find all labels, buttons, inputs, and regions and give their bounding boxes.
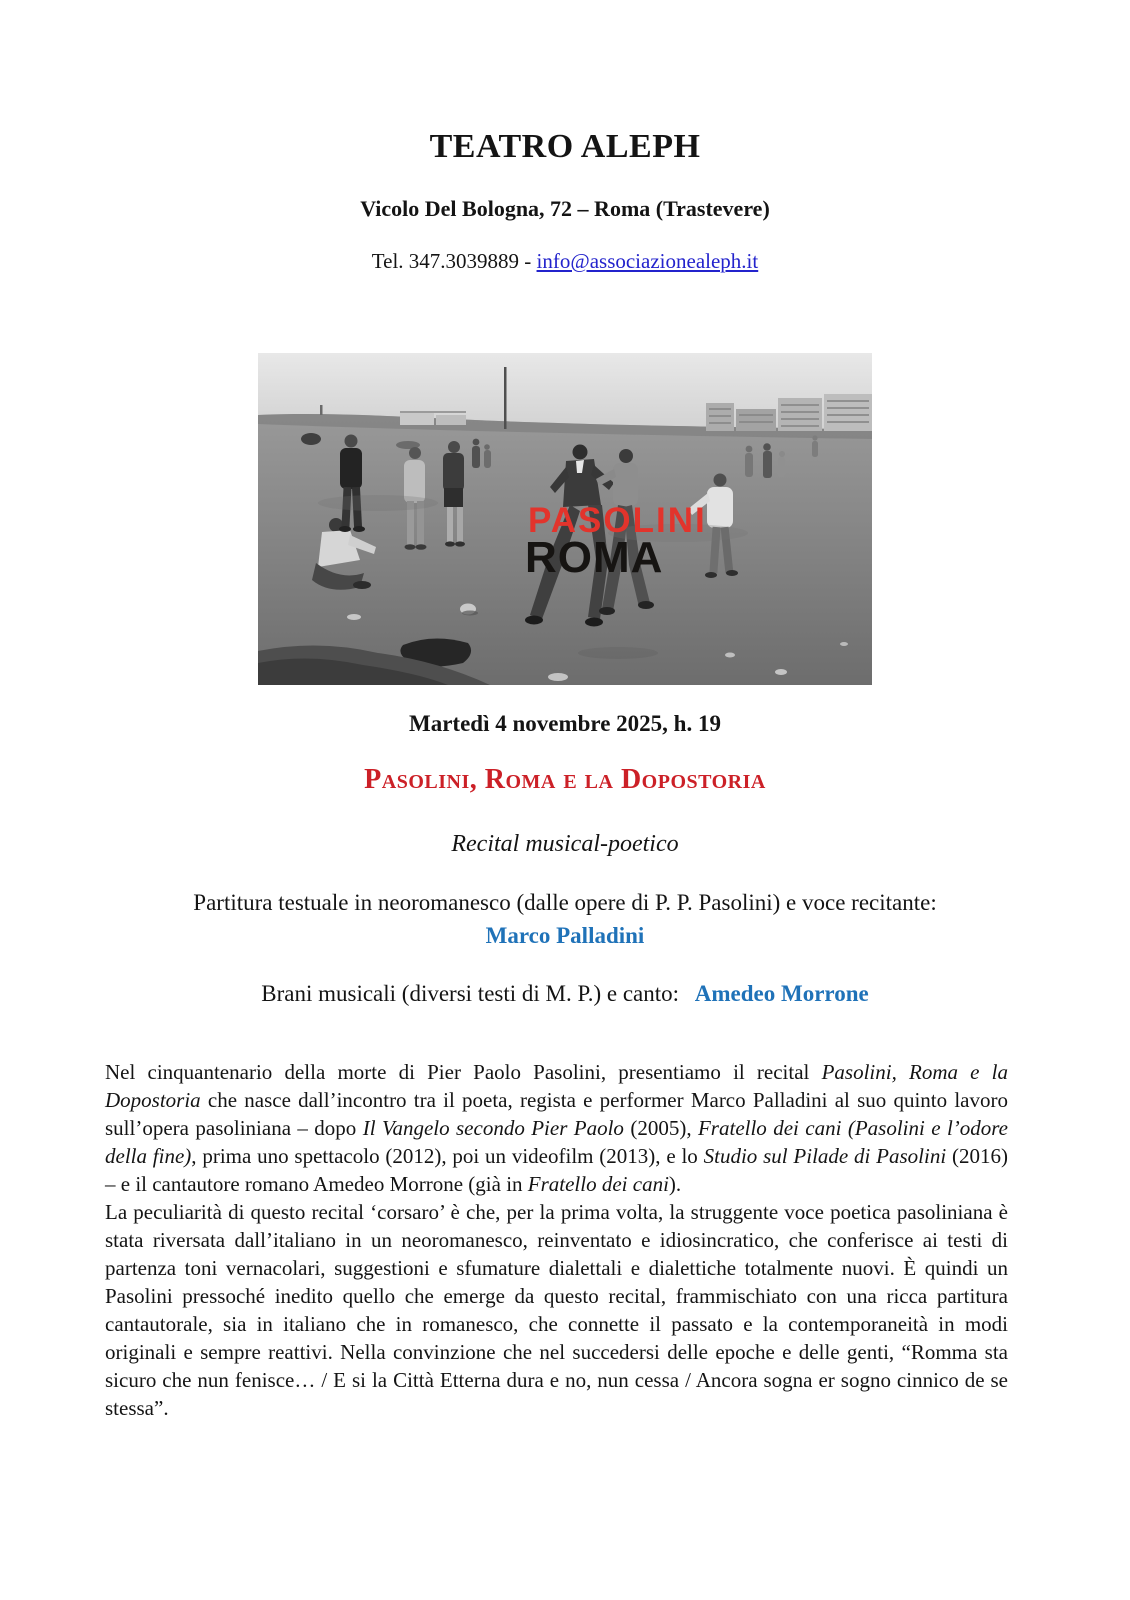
- contact-line: [0, 249, 1130, 274]
- event-photo: [258, 353, 872, 685]
- event-datetime: Martedì 4 novembre 2025, h. 19: [409, 711, 721, 736]
- body-text: [105, 1058, 1008, 1422]
- event-title: Pasolini, Roma e la Dopostoria: [364, 764, 766, 795]
- performer-line-canto: [0, 981, 1130, 1007]
- distant-figure-horizon: [320, 405, 323, 415]
- pole: [504, 367, 507, 429]
- page-title: TEATRO ALEPH: [429, 128, 701, 165]
- photo-overlay-subtitle: ROMA: [525, 533, 664, 582]
- body-paragraph-2: La peculiarità di questo recital ‘corsaro’ è che, per la prima volta, la struggente voce poetica pasoliniana è stata riversata dall’italiano in un neoromanesco, reinventato e idiosincratico, che conferisce ai testi di partenza toni vernacolari, suggestioni e sfumature dialettali e dialettiche totalmente nuovi. È quindi un Pasolini pressoché inedito quello che emerge da questo recital, frammischiato con una ricca partitura cantautorale, sia in italiano che in romanesco, che connette il passato e la contemporaneità in modi originali e sempre reattivi. Nella convinzione che nel succedersi delle epoche e delle genti, “Romma sta sicuro che nun fenisce… / E si la Città Etterna dura e no, nun cessa / Ancora sogna er sogno cinnico de se stessa”.: [105, 1200, 1008, 1420]
- distant-sitting-figure: [301, 433, 321, 445]
- performer-line-recitante: [0, 886, 1130, 952]
- body-paragraph-1: Nel cinquantenario della morte di Pier Paolo Pasolini, presentiamo il recital Pasolini, Roma e la Dopostoria che nasce dall’incontro tra il poeta, regista e performer Marco Palladini al suo quinto lavoro sull’opera pasoliniana – dopo Il Vangelo secondo Pier Paolo (2005), Fratello dei cani (Pasolini e l’odore della fine), prima uno spettacolo (2012), poi un videofilm (2013), e lo Studio sul Pilade di Pasolini (2016) – e il cantautore romano Amedeo Morrone (già in Fratello dei cani).: [105, 1060, 1009, 1196]
- event-subtitle: Recital musical-poetico: [451, 831, 679, 857]
- recitante-name: Marco Palladini: [485, 923, 645, 948]
- photo-overlay-title: PASOLINI: [528, 501, 707, 540]
- phone-number: Tel. 347.3039889 -: [371, 249, 537, 273]
- email-link[interactable]: info@associazionealeph.it: [536, 249, 759, 273]
- recitante-label: Partitura testuale in neoromanesco (dalle opere di P. P. Pasolini) e voce recitante:: [193, 890, 937, 915]
- canto-label: Brani musicali (diversi testi di M. P.) e canto:: [261, 981, 685, 1006]
- address-line: Vicolo Del Bologna, 72 – Roma (Trastevere): [360, 196, 770, 221]
- canto-name: Amedeo Morrone: [694, 981, 869, 1006]
